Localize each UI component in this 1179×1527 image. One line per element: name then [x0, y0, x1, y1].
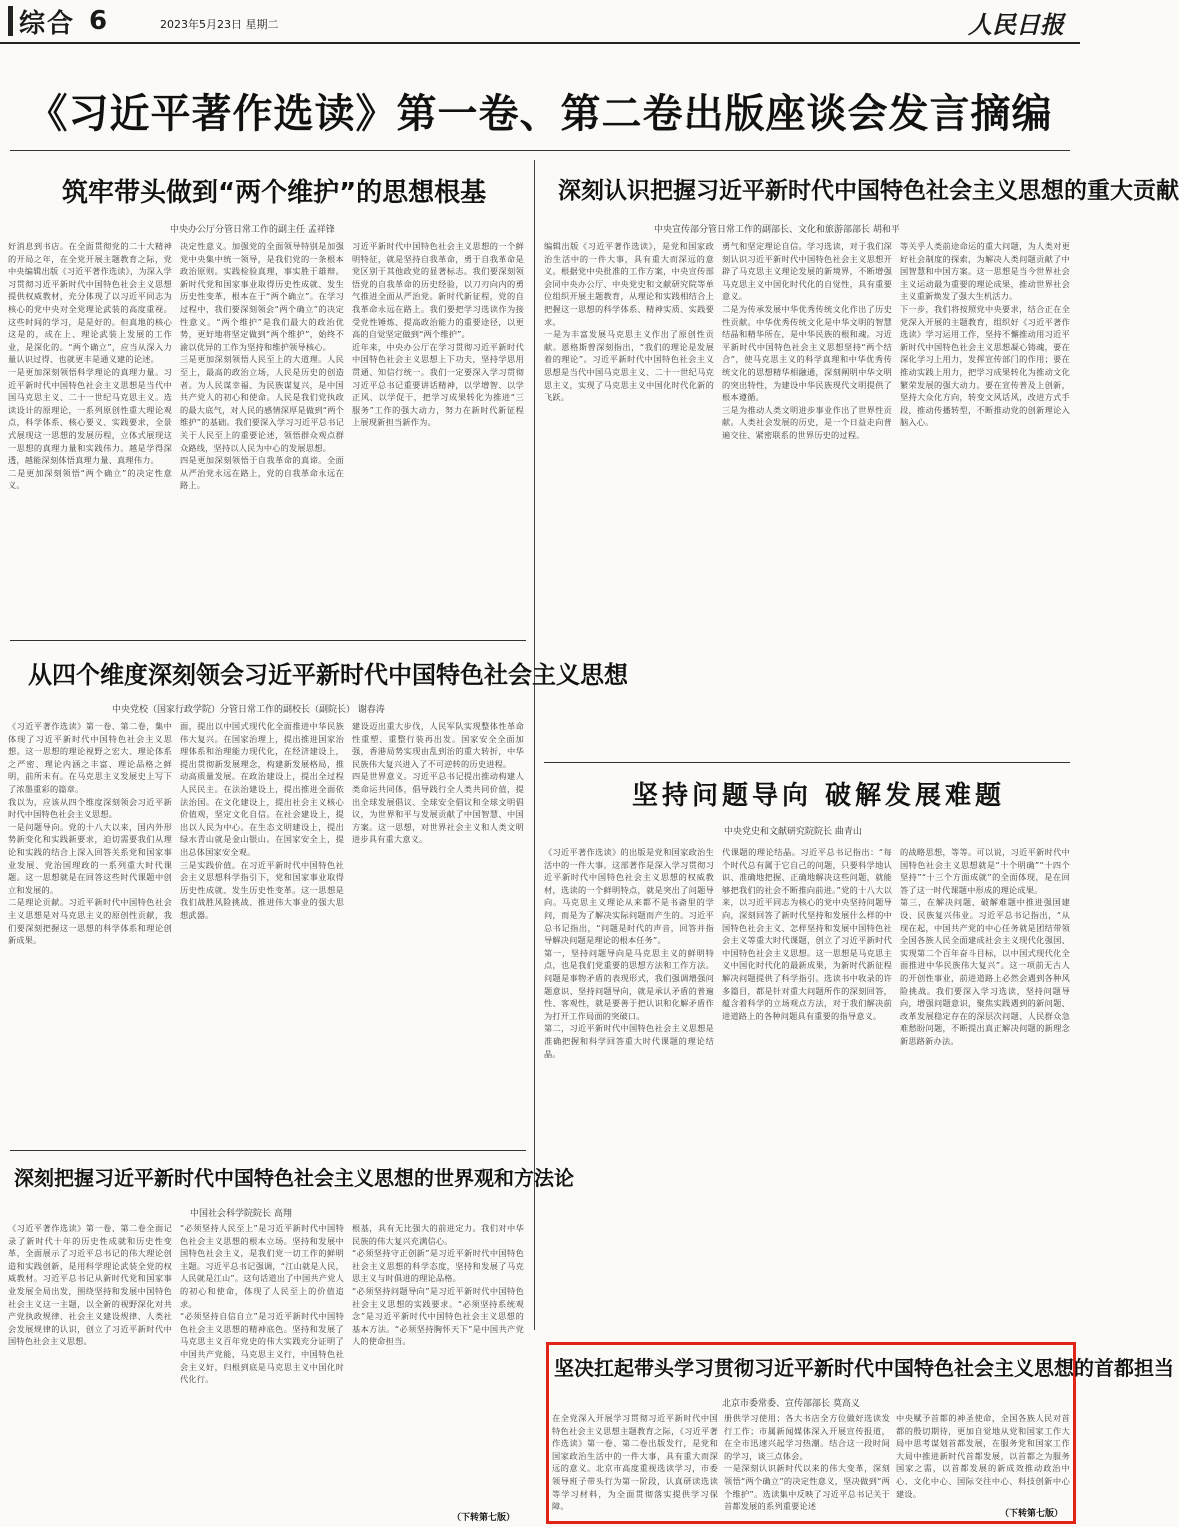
column-divider [534, 160, 535, 1330]
article-2-col-1: 编辑出版《习近平著作选读》，是党和国家政治生活中的一件大事，具有重大而深远的意义。根据党中央批准的工作方案，中央宣传部会同中央办公厅、中央党史和文献研究院等单位组织开展主题教育，从理论和实践相结合上把握这一思想的科学体系、精神实质、实践要求。 一是为丰富发展马克思主义作出了原创性贡献。恩格斯曾深刻指出，“我们的理论是发展着的理论”。习近平新时代中国特色社会主义思想是当代中国马克思主义、二十一世纪马克思主义，实现了马克思主义中国化时代化新的飞跃。 [544, 241, 714, 403]
article-2-col-3: 等关乎人类前途命运的重大问题，为人类对更好社会制度的探索，为解决人类问题贡献了中国智慧和中国方案。这一思想是当今世界社会主义运动最为重要的理论成果，推动世界社会主义重新焕发了强大生机活力。 下一步，我们将按照党中央要求，结合正在全党深入开展的主题教育，组织好《习近平著作选读》学习运用工作，坚持不懈推动用习近平新时代中国特色社会主义思想凝心铸魂，要在深化学习上用力，发挥宣传部门的作用；要在推动实践上用力，把学习成果转化为推动文化繁荣发展的强大动力。要在宣传普及上创新，坚持大众化方向，转变文风话风，改进方式手段，推动传播转型，不断推动党的创新理论入脑入心。 [900, 241, 1070, 428]
page-header [0, 0, 1080, 44]
article-1-col-1: 好消息到书店。在全面贯彻党的二十大精神的开局之年，在全党开展主题教育之际，党中央编辑出版《习近平著作选读》，为深入学习贯彻习近平新时代中国特色社会主义思想提供权威教材，充分体现了以习近平同志为核心的党中央对全党理论武装的高度重视。这些时间的学习，是是好的。但真地的核心这是的，成在上、理论武装上发展的工作业，是深化的。“两个确立”，应当从深入力量认识过得、也就更丰是通义建的论述。 一是更加深刻领悟科学理论的真理力量。习近平新时代中国特色社会主义思想是当代中国马克思主义、二十一世纪马克思主义。选读设计的原理论，一系列原创性重大理论观点，科学体系、核心要义、实践要求，全景式展现这一思想的发展历程，立体式展现这一思想的真理力量和实践伟力。越是学得深透，越能深刻体悟真理力量、真理伟力。 二是更加深刻领悟“两个确立”的决定性意义。 [8, 241, 172, 491]
article-3-col-2: 面，提出以中国式现代化全面推进中华民族伟大复兴。在国家治理上，提出推进国家治理体系和治理能力现代化，在经济建设上，提出贯彻新发展理念，构建新发展格局，推动高质量发展。在政治建设上，提出全过程人民民主。在法治建设上，提出推进全面依法治国。在文化建设上，提出社会主义核心价值观，坚定文化自信。在社会建设上，提出以人民为中心。在生态文明建设上，提出绿水青山就是金山银山。在国家安全上，提出总体国家安全观。 三是实践价值。在习近平新时代中国特色社会主义思想科学指引下，党和国家事业取得历史性成就、发生历史性变革。这一思想是我们战胜风险挑战、推进伟大事业的强大思想武器。 [180, 721, 344, 920]
newspaper-logo: 人民日报 [968, 10, 1064, 39]
article-4-col-2: 代课题的理论结晶。习近平总书记指出：“每个时代总有属于它自己的问题，只要科学地认识、准确地把握、正确地解决这些问题，就能够把我们的社会不断推向前进。”党的十八大以来，以习近平同志为核心的党中央坚持问题导向，深刻回答了新时代坚持和发展什么样的中国特色社会主义、怎样坚持和发展中国特色社会主义等重大时代课题，创立了习近平新时代中国特色社会主义思想。这一思想是马克思主义中国化时代化的最新成果，为新时代新征程解决问题提供了科学指引。选读书中收录的许多篇目，都是针对重大问题所作的深刻回答，蕴含着科学的立场观点方法，对于我们解决前进道路上的各种问题具有重要的指导意义。 [722, 847, 892, 1021]
section-bar [8, 6, 13, 36]
article-6-col-1: 在全党深入开展学习贯彻习近平新时代中国特色社会主义思想主题教育之际，《习近平著作选读》第一卷、第二卷出版发行，是党和国家政治生活中的一件大事，具有重大而深远的意义。北京市高度重视选读学习，市委领导班子带头行为第一阶段，认真研读选读等学习材料，为全面贯彻落实提供学习保障。 [552, 1413, 718, 1512]
article-5-col-1: 《习近平著作选读》第一卷、第二卷全面记录了新时代十年的历史性成就和历史性变革，全面展示了习近平总书记的伟大理论创造和实践创新，是用科学理论武装全党的权威教材。习近平总书记从新时代党和国家事业发展全局出发，围绕坚持和发展中国特色社会主义这一主题，以全新的视野深化对共产党执政规律、社会主义建设规律、人类社会发展规律的认识，创立了习近平新时代中国特色社会主义思想。 [8, 1223, 172, 1347]
section-label [8, 4, 107, 38]
article-3-title: 从四个维度深刻领会习近平新时代中国特色社会主义思想 [28, 661, 628, 689]
article-3-byline: 中央党校（国家行政学院）分管日常工作的副校长（副院长） 谢春涛 [112, 705, 385, 715]
article-5-col-2: “必须坚持人民至上”是习近平新时代中国特色社会主义思想的根本立场。坚持和发展中国特色社会主义，是我们党一切工作的鲜明主题。习近平总书记强调，“江山就是人民，人民就是江山”。这句话道出了中国共产党人的初心和使命，体现了人民至上的价值追求。 “必须坚持自信自立”是习近平新时代中国特色社会主义思想的精神底色。坚持和发展了马克思主义百年党史的伟大实践充分证明了中国共产党能，马克思主义行，中国特色社会主义好，归根到底是马克思主义中国化时代化行。 [180, 1223, 344, 1385]
article-5-byline: 中国社会科学院院长 高翔 [190, 1209, 292, 1219]
article-1-col-2: 决定性意义。加强党的全面领导特别是加强党中央集中统一领导，是我们党的一条根本政治原则。实践检验真理，事实胜于雄辩。新时代党和国家事业取得历史性成就、发生历史性变革，根本在于“两个确立”。在学习过程中，我们要深刻领会“两个确立”的决定性意义。“两个维护”是我们最大的政治优势，更好地将坚定做到“两个维护”，始终不渝以优异的工作为坚持和维护领导核心。 三是更加深刻领悟人民至上的大道理。人民至上，最高的政治立场，人民是历史的创造者。为人民谋幸福、为民族谋复兴，是中国共产党人的初心和使命。人民是我们党执政的最大底气，对人民的感情深厚是做到“两个维护”的基础。我们要深入学习习近平总书记关于人民至上的重要论述，领悟群众观点群众路线，坚持以人民为中心的发展思想。 四是更加深刻领悟于自我革命的真谛。全面从严治党永远在路上，党的自我革命永远在路上。 [180, 241, 344, 491]
article-4-title: 坚持问题导向 破解发展难题 [632, 781, 1006, 811]
article-3-col-3: 建设迈出重大步伐，人民军队实现整体性革命性重塑、重整行装再出发。国家安全全面加强，香港局势实现由乱到治的重大转折，中华民族伟大复兴进入了不可逆转的历史进程。 四是世界意义。习近平总书记提出推动构建人类命运共同体，倡导践行全人类共同价值，提出全球发展倡议、全球安全倡议和全球文明倡议，为世界和平与发展贡献了中国智慧、中国方案。这一思想，对世界社会主义和人类文明进步具有重大意义。 [352, 721, 524, 845]
article-1-byline: 中央办公厅分管日常工作的副主任 孟祥锋 [170, 225, 335, 235]
article-6-title: 坚决扛起带头学习贯彻习近平新时代中国特色社会主义思想的首都担当 [554, 1356, 1174, 1380]
article-4-col-3: 的战略思想，等等。可以说，习近平新时代中国特色社会主义思想就是“十个明确”“十四个坚持”“十三个方面成就”的全面体现，是在回答了这一时代课题中形成的理论成果。 第三，在解决问题、破解难题中推进强国建设、民族复兴伟业。习近平总书记指出，“从现在起，中国共产党的中心任务就是团结带领全国各族人民全面建成社会主义现代化强国、实现第二个百年奋斗目标，以中国式现代化全面推进中华民族伟大复兴”。这一项前无古人的开创性事业，前进道路上必然会遇到各种风险挑战。我们要深入学习选读，坚持问题导向，增强问题意识，聚焦实践遇到的新问题、改革发展稳定存在的深层次问题、人民群众急难愁盼问题，不断提出真正解决问题的新理念新思路新办法。 [900, 847, 1070, 1046]
page-number: 6 [89, 6, 108, 36]
section-name: 综合 [19, 8, 76, 39]
issue-date: 2023年5月23日 星期二 [160, 18, 279, 31]
article-4-col-1: 《习近平著作选读》的出版是党和国家政治生活中的一件大事。这部著作是深入学习贯彻习近平新时代中国特色社会主义思想的权威教材，选读的一个鲜明特点，就是突出了问题导向。马克思主义理论从来都不是书斋里的学问，而是为了解决实际问题而产生的。习近平总书记指出，“问题是时代的声音，回答并指导解决问题是理论的根本任务”。 第一，坚持问题导向是马克思主义的鲜明特点，也是我们党重要的思想方法和工作方法。问题是事物矛盾的表现形式，我们强调增强问题意识、坚持问题导向，就是承认矛盾的普遍性、客观性，就是要善于把认识和化解矛盾作为打开工作局面的突破口。 第二，习近平新时代中国特色社会主义思想是准确把握和科学回答重大时代课题的理论结晶。 [544, 847, 714, 1059]
article-6-col-3: 中央赋予首都的神圣使命，全国各族人民对首都的殷切期待，更加自觉地从党和国家工作大局中思考谋划首都发展，在服务党和国家工作大局中推进新时代首都发展，以首都之为服务国家之需，以首都发展的新成效推动政治中心、文化中心、国际交往中心、科技创新中心建设。 [896, 1413, 1070, 1499]
article-3-rule [10, 640, 526, 641]
headline-rule [10, 150, 1070, 151]
article-6-col-2: 册供学习使用；各大书店全方位做好选读发行工作；市属新闻媒体深入开展宣传报道，在全市迅速兴起学习热潮。结合这一段时间的学习，谈三点体会。 一是深刻认识新时代以来的伟大变革，深刻领悟“两个确立”的决定性意义，坚决做到“两个维护”。选读集中反映了习近平总书记关于首都发展的系列重要论述 [724, 1413, 890, 1512]
article-5-col-3: 根基，具有无比强大的前进定力。我们对中华民族的伟大复兴充满信心。 “必须坚持守正创新”是习近平新时代中国特色社会主义思想的科学态度，坚持和发展了马克思主义与时俱进的理论品格。 “必须坚持问题导向”是习近平新时代中国特色社会主义思想的实践要求。“必须坚持系统观念”是习近平新时代中国特色社会主义思想的基本方法。“必须坚持胸怀天下”是中国共产党人的使命担当。 [352, 1223, 524, 1347]
article-1-title: 筑牢带头做到“两个维护”的思想根基 [62, 178, 487, 208]
article-6-continued: （下转第七版） [1000, 1509, 1064, 1519]
main-headline: 《习近平著作选读》第一卷、第二卷出版座谈会发言摘编 [27, 91, 1053, 137]
article-2-col-2: 勇气和坚定理论自信。学习选读，对于我们深刻认识习近平新时代中国特色社会主义思想开辟了马克思主义理论发展的新境界，不断增强马克思主义中国化时代化的自觉性，具有重要意义。 二是为传承发展中华优秀传统文化作出了历史性贡献。中华优秀传统文化是中华文明的智慧结晶和精华所在，是中华民族的根和魂。习近平新时代中国特色社会主义思想坚持“两个结合”，使马克思主义的科学真理和中华优秀传统文化的思想精华相融通，深刻阐明中华文明的突出特性，为建设中华民族现代文明提供了根本遵循。 三是为推动人类文明进步事业作出了世界性贡献。人类社会发展的历史，是一个日益走向普遍交往、紧密联系的世界历史的过程。 [722, 241, 892, 440]
article-2-byline: 中央宣传部分管日常工作的副部长、文化和旅游部部长 胡和平 [654, 225, 900, 235]
article-4-byline: 中央党史和文献研究院院长 曲青山 [724, 827, 862, 837]
article-5-rule [10, 1150, 526, 1151]
article-4-rule [544, 762, 1070, 763]
article-3-col-1: 《习近平著作选读》第一卷、第二卷，集中体现了习近平新时代中国特色社会主义思想。这一思想的理论视野之宏大、理论体系之严密、理论内涵之丰富、理论品格之鲜明，前所未有。在马克思主义发展史上写下了浓墨重彩的篇章。 我以为，应该从四个维度深刻领会习近平新时代中国特色社会主义思想。 一是问题导向。党的十八大以来，国内外形势新变化和实践新要求，迫切需要我们从理论和实践的结合上深入回答关系党和国家事业发展、党治国理政的一系列重大时代课题。这一思想就是在回答这些时代课题中创立和发展的。 二是理论贡献。习近平新时代中国特色社会主义思想是对马克思主义的原创性贡献，我们要深刻把握这一思想的科学体系和理论创新成果。 [8, 721, 172, 946]
article-1-col-3: 习近平新时代中国特色社会主义思想的一个鲜明特征，就是坚持自我革命，勇于自我革命是党区别于其他政党的显著标志。我们要深刻领悟党的自我革命的历史经验，以刀刃向内的勇气推进全面从严治党。新时代新征程，党的自我革命永远在路上。我们要把学习选读作为接受党性锤炼、提高政治能力的重要途径，以更高的自觉坚定做到“两个维护”。 近年来，中央办公厅在学习贯彻习近平新时代中国特色社会主义思想上下功夫，坚持学思用贯通、知信行统一。我们一定要深入学习贯彻习近平总书记重要讲话精神，以学增智、以学正风、以学促干，把学习成果转化为推进“三服务”工作的强大动力，努力在新时代新征程上展现新担当新作为。 [352, 241, 524, 428]
article-5-title: 深刻把握习近平新时代中国特色社会主义思想的世界观和方法论 [14, 1166, 574, 1190]
article-2-title: 深刻认识把握习近平新时代中国特色社会主义思想的重大贡献 [558, 178, 1179, 204]
article-5-continued: （下转第七版） [452, 1513, 516, 1523]
article-6-byline: 北京市委常委、宣传部部长 莫高义 [722, 1399, 860, 1409]
